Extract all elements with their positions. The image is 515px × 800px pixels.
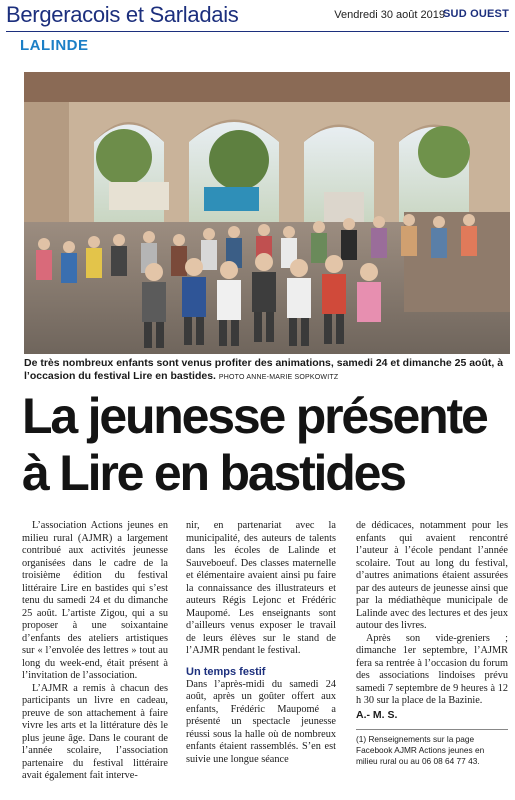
article-photo [24, 72, 510, 354]
photo-caption [24, 357, 510, 384]
newspaper-logo: SUD OUEST [443, 8, 509, 20]
section-city: LALINDE [20, 37, 89, 54]
article-column-2 [186, 520, 336, 766]
issue-date: Vendredi 30 août 2019 [334, 9, 445, 21]
paragraph: nir, en partenariat avec la municipalité, des auteurs de talents dans les écoles de Lalinde et Sauveboeuf. Des classes maternelle et élémentaire avaient ainsi pu faire la connaissance des illustrateurs et auteurs Régis Lejonc et Frédéric Maupomé. Les enseignants sont d’ailleurs venus exposer le travail de leurs élèves sur le stand de l’AJMR pendant le festival. [186, 520, 336, 656]
paragraph: Après son vide-greniers ; dimanche 1er septembre, l’AJMR fera sa rentrée à l’occasion du forum des associations lindoises prévu samedi 7 septembre de 9 heures à 12 h 30 sur la place de la Bazinie. [356, 632, 508, 706]
article-column-3 [356, 520, 508, 767]
author-initials: A.- M. S. [356, 708, 398, 721]
caption-text: De très nombreux enfants sont venus profiter des animations, samedi 24 et dimanche 25 août, à l’occasion du festival Lire en bastides. [24, 357, 504, 382]
headline-line-2: à Lire en bastides [22, 445, 405, 501]
paragraph: Dans l’après-midi du samedi 24 août, après un goûter offert aux enfants, Frédéric Maupomé a présenté un spectacle jeunesse réussi sous la halle où de nombreux enfants étaient rassemblés. S’en est suivie une longue séance [186, 678, 336, 765]
paragraph: L’AJMR a remis à chacun des participants un livre en cadeau, preuve de son attachement à faire vivre les arts et la littérature dès le plus jeune âge. Dans le courant de l’année scolaire, l’association partenaire du festival littéraire avait également fait interve- [22, 682, 168, 781]
footnote: (1) Renseignements sur la page Facebook AJMR Actions jeunes en milieu rural ou au 06 08 64 77 43. [356, 734, 485, 766]
article-column-1 [22, 520, 168, 783]
region-title: Bergeracois et Sarladais [6, 2, 239, 27]
festival-crowd-photo [24, 72, 510, 354]
masthead [0, 0, 515, 30]
paragraph: L’association Actions jeunes en milieu rural (AJMR) a largement contribué aux activités jeunesse organisées dans le cadre de la troisième édition du festival littéraire Lire en bastides qui s’est tenu du samedi 24 et du dimanche 25 août. L’artiste Zigou, qui a su proposer à une soixantaine d’enfants des ateliers artistiques sur « l’envolée des lettres » tout au long du week-end, était présent à l’invitation de l’association. [22, 520, 168, 681]
photo-credit: PHOTO ANNE-MARIE SOPKOWITZ [218, 374, 339, 381]
paragraph: de dédicaces, notamment pour les enfants qui avaient rencontré l’auteur à l’école pendant l’année scolaire. Tout au long du festival, d’autres animations étaient assurées par des auteurs de jeunesse ainsi que par la médiathèque municipale de Lalinde avec des lectures et des jeux autour des livres. [356, 520, 508, 631]
masthead-rule [6, 31, 509, 32]
footnote-divider [356, 729, 508, 730]
subheading: Un temps festif [186, 665, 266, 678]
headline [22, 388, 512, 502]
headline-line-1: La jeunesse présente [22, 388, 487, 444]
